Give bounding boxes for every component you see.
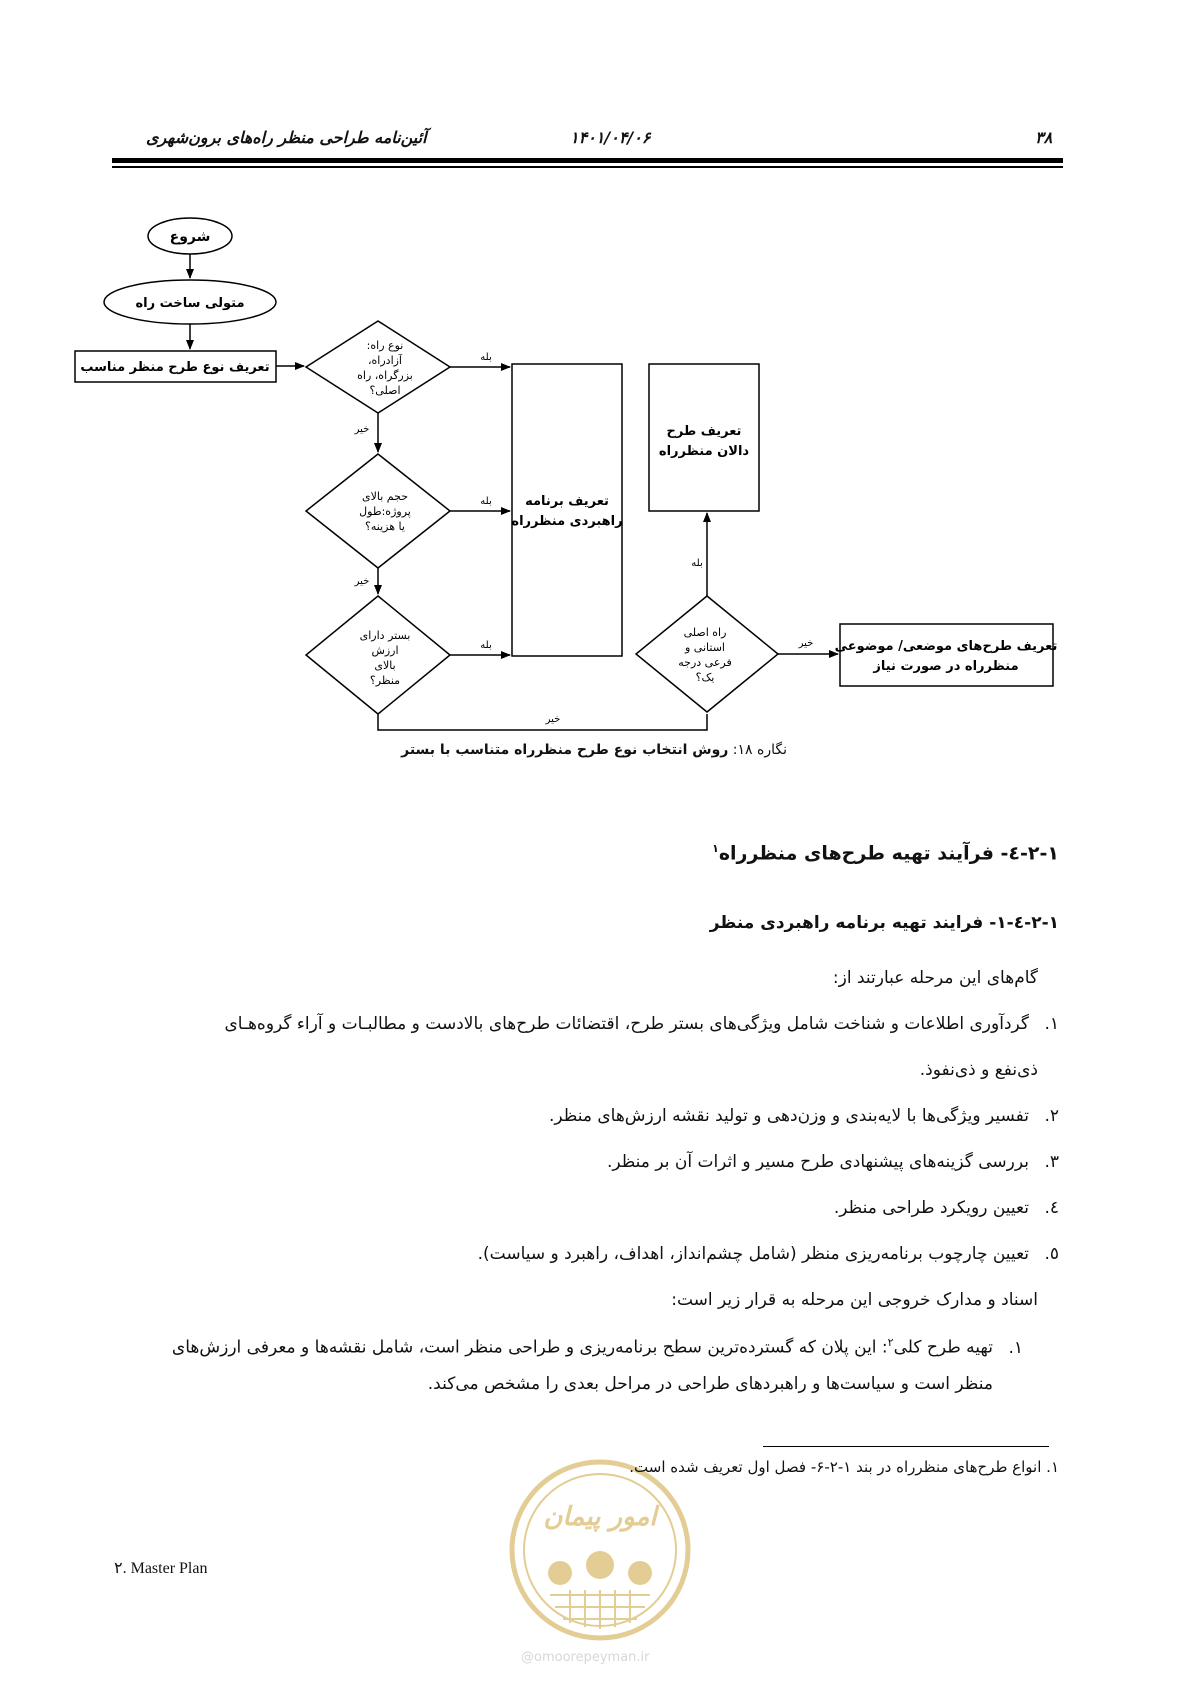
- watermark-text: امور پیمان: [543, 1502, 657, 1532]
- local-line-2: منظرراه در صورت نیاز: [873, 659, 1019, 674]
- yes-label-3: بله: [480, 640, 492, 651]
- output-1-text-b: : این پلان که گسترده‌ترین سطح برنامه‌ریزی و طراحی منظر است، شامل نقشه‌ها و معرفی ارزش‌های: [171, 1337, 888, 1358]
- no-label-1: خیر: [354, 424, 370, 435]
- page-number: ۳۸: [1035, 128, 1053, 147]
- step-1-number: ۱.: [1044, 1014, 1059, 1034]
- step-2-text: تفسیر ویژگی‌ها با لایه‌بندی و وزن‌دهی و تولید نقشه ارزش‌های منظر.: [548, 1106, 1029, 1126]
- d1-line-1: نوع راه:: [366, 339, 404, 352]
- decision-provincial-road: [636, 596, 778, 712]
- d3-line-4: منظر؟: [369, 674, 401, 687]
- d2-line-2: پروژه:طول: [359, 505, 411, 518]
- step-5-number: ٥.: [1044, 1244, 1059, 1264]
- watermark-logo: [505, 1455, 695, 1649]
- caption-text: روش انتخاب نوع طرح منظرراه متناسب با بستر: [401, 742, 729, 758]
- footnote-rule: [763, 1446, 1049, 1447]
- step-1-text: گردآوری اطلاعات و شناخت شامل ویژگی‌های بستر طرح، اقتضائات طرح‌های بالادست و مطالبـات و آراء گروه‌هـای: [224, 1014, 1029, 1034]
- d3-line-1: بستر دارای: [359, 629, 411, 642]
- step-4-text: تعیین رویکرد طراحی منظر.: [833, 1198, 1029, 1218]
- step-1: [224, 1003, 1059, 1045]
- steps-intro: گام‌های این مرحله عبارتند از:: [832, 968, 1038, 988]
- step-3: [607, 1141, 1059, 1183]
- section-heading-process: [712, 842, 1059, 864]
- outputs-intro: اسناد و مدارک خروجی این مرحله به قرار زیر است:: [671, 1290, 1038, 1310]
- corridor-line-2: دالان منظرراه: [658, 444, 750, 459]
- d4-line-1: راه اصلی: [683, 626, 727, 639]
- d4-line-3: فرعی درجه: [678, 656, 732, 669]
- local-plans-box: [840, 624, 1053, 686]
- d1-line-2: آزادراه،: [367, 354, 403, 367]
- decision-road-type: [306, 321, 450, 413]
- footnote-2: ۲. Master Plan: [114, 1560, 208, 1577]
- no-label-3: خیر: [545, 714, 561, 725]
- step-4-number: ٤.: [1044, 1198, 1059, 1218]
- step-3-text: بررسی گزینه‌های پیشنهادی طرح مسیر و اثرات آن بر منظر.: [606, 1152, 1029, 1172]
- step-4: [834, 1187, 1059, 1229]
- step-3-number: ۳.: [1044, 1152, 1059, 1172]
- watermark-site: @omoorepeyman.ir: [521, 1650, 650, 1665]
- custodian-label: متولی ساخت راه: [135, 296, 245, 311]
- yes-label-2: بله: [480, 496, 492, 507]
- d1-line-3: بزرگراه، راه: [357, 369, 413, 382]
- step-2: [549, 1095, 1059, 1137]
- flowchart: [0, 0, 1191, 780]
- strategic-line-1: تعریف برنامه: [525, 494, 609, 509]
- footnote-1: ۱. انواع طرح‌های منظرراه در بند ۱-۲-۶- فصل اول تعریف شده است.: [629, 1458, 1059, 1476]
- d2-line-3: یا هزینه؟: [365, 520, 405, 533]
- caption-prefix: نگاره ۱۸:: [728, 742, 787, 758]
- output-1: [172, 1325, 1023, 1366]
- strategic-line-2: راهبردی منظرراه: [511, 514, 623, 529]
- section-heading-strategic: ۲-۱-٤-۱- فرایند تهیه برنامه راهبردی منظر: [709, 913, 1059, 933]
- d3-line-2: ارزش: [371, 644, 399, 657]
- no-label-2: خیر: [354, 576, 370, 587]
- start-label: شروع: [169, 229, 211, 245]
- figure-caption: [401, 742, 787, 758]
- corridor-line-1: تعریف طرح: [666, 424, 742, 439]
- step-1-continuation: ذی‌نفع و ذی‌نفوذ.: [919, 1060, 1038, 1080]
- output-1-text-a: تهیه طرح کلی: [893, 1337, 993, 1358]
- local-line-1: تعریف طرح‌های موضعی/ موضوعی: [834, 639, 1058, 654]
- section-heading-process-text: ۲-۱-٤- فرآیند تهیه طرح‌های منظرراه: [718, 842, 1059, 865]
- output-1-number: ۱.: [1008, 1337, 1023, 1358]
- footnote-ref-2: ۲: [887, 1336, 894, 1349]
- define-type-label: تعریف نوع طرح منظر مناسب: [80, 360, 270, 375]
- d4-line-4: یک؟: [695, 671, 715, 684]
- document-title: آئین‌نامه طراحی منظر راه‌های برون‌شهری: [146, 128, 427, 147]
- no-label-4: خیر: [798, 638, 814, 649]
- footnote-ref-1: ۱: [712, 842, 719, 855]
- step-5-text: تعیین چارچوب برنامه‌ریزی منظر (شامل چشم‌انداز، اهداف، راهبرد و سیاست).: [477, 1244, 1029, 1264]
- yes-label-1: بله: [480, 352, 492, 363]
- document-date: ۱۴۰۱/۰۴/۰۶: [570, 128, 651, 147]
- step-5: [478, 1233, 1059, 1275]
- d2-line-1: حجم بالای: [361, 490, 409, 503]
- d4-line-2: استانی و: [685, 641, 725, 654]
- step-2-number: ۲.: [1044, 1106, 1059, 1126]
- d1-line-4: اصلی؟: [369, 384, 401, 397]
- yes-label-4: بله: [691, 558, 703, 569]
- strategic-program-box: [512, 364, 622, 656]
- output-1-continuation: منظر است و سیاست‌ها و راهبردهای طراحی در مراحل بعدی را مشخص می‌کند.: [427, 1374, 993, 1394]
- d3-line-3: بالای: [374, 659, 396, 672]
